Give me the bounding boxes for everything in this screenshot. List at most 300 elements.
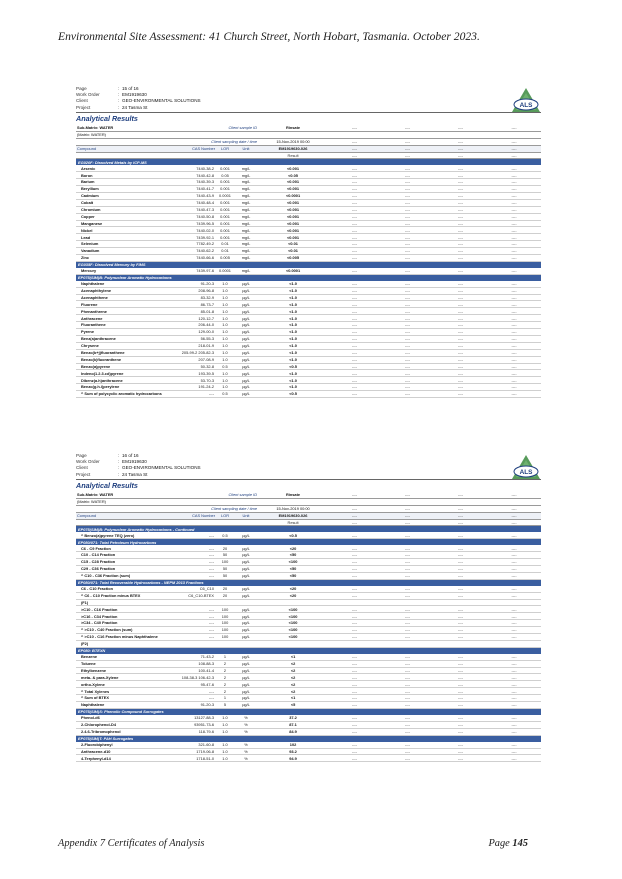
cas-number: 129-00-0 — [171, 329, 216, 336]
unit-value: µg/L — [234, 559, 258, 566]
empty-sample-cell: ---- — [487, 186, 541, 193]
empty-sample-column: ---- — [381, 512, 434, 519]
compound-name: Benzene — [76, 654, 171, 660]
empty-sample-cell: ---- — [487, 532, 541, 538]
lor-value: 1.0 — [216, 370, 234, 377]
empty-sample-column: ---- — [487, 125, 541, 131]
empty-sample-column: ---- — [434, 125, 487, 131]
unit-value: µg/L — [234, 342, 258, 349]
table-row — [76, 322, 541, 329]
sampling-date: 15-Nov-2019 00:00 — [258, 138, 328, 145]
unit-value: % — [234, 728, 258, 735]
result-value: <1.0 — [258, 287, 328, 294]
compound-name: Chromium — [76, 206, 171, 213]
result-value: <0.001 — [258, 220, 328, 227]
empty-sample-cell: ---- — [434, 329, 487, 336]
compound-name: ^ >C10 - C40 Fraction (sum) — [76, 627, 171, 634]
table-row — [76, 728, 541, 735]
compound-name: Nickel — [76, 227, 171, 234]
cas-number: 193-39-5 — [171, 370, 216, 377]
cas-number: 1719-06-8 — [171, 748, 216, 755]
empty-sample-cell: ---- — [328, 193, 381, 200]
result-value: <50 — [258, 552, 328, 559]
empty-sample-cell: ---- — [328, 721, 381, 728]
empty-sample-cell: ---- — [487, 227, 541, 234]
compound-name: Chrysene — [76, 342, 171, 349]
lor-value: 0.05 — [216, 172, 234, 179]
compound-name: Benzo(a)pyrene — [76, 363, 171, 370]
spacer — [76, 519, 258, 526]
empty-sample-cell: ---- — [487, 620, 541, 627]
empty-sample-cell: ---- — [487, 384, 541, 391]
header-value: GEO-ENVIRONMENTAL SOLUTIONS — [122, 465, 201, 471]
lor-value: 1.0 — [216, 728, 234, 735]
empty-sample-cell: ---- — [381, 559, 434, 566]
empty-sample-cell: ---- — [328, 606, 381, 613]
lor-value: 0.0001 — [216, 193, 234, 200]
result-value: <20 — [258, 586, 328, 592]
result-value: 84.9 — [258, 728, 328, 735]
empty-sample-cell: ---- — [434, 165, 487, 171]
sampling-date: 15-Nov-2019 00:00 — [258, 505, 328, 512]
compound-name: C6 - C9 Fraction — [76, 545, 171, 551]
empty-sample-cell: ---- — [487, 559, 541, 566]
empty-sample-cell: ---- — [381, 220, 434, 227]
compound-name: ^ C10 - C36 Fraction (sum) — [76, 572, 171, 579]
unit-value: mg/L — [234, 206, 258, 213]
client-sample-id: Rinsate — [258, 125, 328, 131]
empty-sample-column: ---- — [381, 145, 434, 152]
method-section-title: EP075(SIM)B: Polynuclear Aromatic Hydrocarbons - Continued — [76, 526, 541, 533]
cas-number: 321-60-8 — [171, 742, 216, 748]
empty-sample-cell: ---- — [328, 213, 381, 220]
result-value: <100 — [258, 559, 328, 566]
empty-sample-cell: ---- — [328, 199, 381, 206]
result-value: <1.0 — [258, 315, 328, 322]
results-table — [76, 125, 541, 398]
meta-row-matrix — [76, 131, 541, 138]
compound-name: Phenanthrene — [76, 308, 171, 315]
header-value: 15 of 16 — [122, 86, 139, 91]
empty-sample-cell: ---- — [487, 552, 541, 559]
empty-sample-cell: ---- — [381, 748, 434, 755]
header-colon: : — [118, 465, 120, 471]
table-row — [76, 627, 541, 634]
spacer — [171, 498, 541, 505]
cas-number: 206-44-0 — [171, 322, 216, 329]
empty-sample-cell: ---- — [487, 335, 541, 342]
empty-sample-cell: ---- — [434, 172, 487, 179]
cas-number: 83-32-9 — [171, 294, 216, 301]
unit-value: mg/L — [234, 199, 258, 206]
empty-sample-cell: ---- — [487, 728, 541, 735]
empty-sample-cell: ---- — [487, 572, 541, 579]
lor-value: 1.0 — [216, 755, 234, 762]
empty-sample-cell: ---- — [487, 613, 541, 620]
empty-sample-cell: ---- — [434, 613, 487, 620]
table-row — [76, 572, 541, 579]
compound-name: Benzo(g.h.i)perylene — [76, 384, 171, 391]
cas-number: 7439-97-6 — [171, 268, 216, 274]
unit-value: µg/L — [234, 329, 258, 336]
empty-sample-cell: ---- — [328, 545, 381, 551]
table-row — [76, 566, 541, 573]
result-value: <0.001 — [258, 165, 328, 171]
result-value: 87.1 — [258, 721, 328, 728]
empty-sample-cell — [434, 640, 487, 647]
empty-sample-cell: ---- — [434, 742, 487, 748]
lor-value: 0.001 — [216, 234, 234, 241]
empty-sample-cell: ---- — [434, 248, 487, 255]
unit-value: µg/L — [234, 335, 258, 342]
empty-sample-column: ---- — [328, 152, 381, 159]
cas-number: ---- — [171, 566, 216, 573]
unit-value — [234, 599, 258, 606]
meta-row-sampling — [76, 138, 541, 145]
empty-sample-column: ---- — [487, 492, 541, 498]
cas-number — [171, 640, 216, 647]
unit-value: µg/L — [234, 363, 258, 370]
result-value: <1.0 — [258, 294, 328, 301]
unit-value: mg/L — [234, 255, 258, 262]
result-value: <1.0 — [258, 342, 328, 349]
method-section-title: EP075(SIM)B: Polynuclear Aromatic Hydrocarbons — [76, 274, 541, 281]
empty-sample-cell: ---- — [487, 363, 541, 370]
empty-sample-cell: ---- — [434, 342, 487, 349]
unit-value: µg/L — [234, 660, 258, 667]
unit-value: mg/L — [234, 220, 258, 227]
result-value: <0.001 — [258, 227, 328, 234]
empty-sample-column: ---- — [381, 152, 434, 159]
compound-name: Cobalt — [76, 199, 171, 206]
result-value: <50 — [258, 566, 328, 573]
lor-value: 1.0 — [216, 715, 234, 721]
lor-value: 100 — [216, 606, 234, 613]
cas-header: CAS Number — [171, 145, 216, 152]
empty-sample-cell: ---- — [434, 255, 487, 262]
cas-number: 108-38-3 106-42-3 — [171, 674, 216, 681]
header-value: EM1919630 — [122, 92, 147, 98]
empty-sample-cell: ---- — [381, 742, 434, 748]
result-value: <0.001 — [258, 234, 328, 241]
empty-sample-cell: ---- — [434, 220, 487, 227]
meta-row-columns — [76, 512, 541, 519]
lor-value: 0.5 — [216, 532, 234, 538]
cas-number: 191-24-2 — [171, 384, 216, 391]
unit-value: % — [234, 721, 258, 728]
empty-sample-cell: ---- — [434, 206, 487, 213]
result-value — [258, 640, 328, 647]
spacer — [76, 152, 258, 159]
empty-sample-cell: ---- — [434, 606, 487, 613]
empty-sample-cell: ---- — [434, 532, 487, 538]
header-colon: : — [118, 471, 120, 477]
lor-value: 1.0 — [216, 342, 234, 349]
empty-sample-cell: ---- — [381, 592, 434, 599]
cas-number: 7440-41-7 — [171, 186, 216, 193]
cas-number: 13127-88-3 — [171, 715, 216, 721]
unit-value: µg/L — [234, 294, 258, 301]
result-value: <20 — [258, 592, 328, 599]
compound-name: Indeno(1.2.3.cd)pyrene — [76, 370, 171, 377]
empty-sample-cell — [328, 640, 381, 647]
header-divider — [76, 112, 541, 113]
empty-sample-cell: ---- — [328, 660, 381, 667]
result-value: <1.0 — [258, 384, 328, 391]
empty-sample-cell: ---- — [381, 391, 434, 398]
result-value: <0.001 — [258, 206, 328, 213]
empty-sample-cell: ---- — [328, 572, 381, 579]
empty-sample-cell: ---- — [487, 688, 541, 695]
compound-name: ^ Benzo(a)pyrene TEQ (zero) — [76, 532, 171, 538]
unit-header: Unit — [234, 512, 258, 519]
cas-header: CAS Number — [171, 512, 216, 519]
unit-value: % — [234, 755, 258, 762]
result-value: <0.5 — [258, 363, 328, 370]
empty-sample-cell: ---- — [381, 695, 434, 702]
empty-sample-cell: ---- — [487, 586, 541, 592]
unit-header: Unit — [234, 145, 258, 152]
table-row — [76, 559, 541, 566]
table-row — [76, 755, 541, 762]
empty-sample-column: ---- — [434, 492, 487, 498]
empty-sample-cell: ---- — [328, 742, 381, 748]
empty-sample-column: ---- — [328, 492, 381, 498]
empty-sample-cell: ---- — [328, 301, 381, 308]
empty-sample-column: ---- — [487, 519, 541, 526]
empty-sample-cell: ---- — [487, 179, 541, 186]
cas-number: 7440-42-8 — [171, 172, 216, 179]
client-sample-id-label: Client sample ID — [171, 125, 258, 131]
compound-name: (F1) — [76, 599, 171, 606]
empty-sample-cell: ---- — [328, 702, 381, 709]
unit-value: mg/L — [234, 241, 258, 248]
cas-number: 53-70-3 — [171, 377, 216, 384]
lor-value: 50 — [216, 552, 234, 559]
result-value: <100 — [258, 606, 328, 613]
empty-sample-column: ---- — [381, 138, 434, 145]
cas-number: 7440-62-2 — [171, 248, 216, 255]
empty-sample-cell: ---- — [434, 667, 487, 674]
lor-value: 0.001 — [216, 220, 234, 227]
empty-sample-column: ---- — [434, 512, 487, 519]
cas-number — [171, 599, 216, 606]
lor-value: 2 — [216, 688, 234, 695]
result-value: <0.01 — [258, 248, 328, 255]
header-value: 16 of 16 — [122, 453, 139, 458]
empty-sample-cell: ---- — [381, 213, 434, 220]
empty-sample-cell: ---- — [487, 695, 541, 702]
empty-sample-cell: ---- — [328, 287, 381, 294]
cas-number: 108-88-3 — [171, 660, 216, 667]
empty-sample-cell: ---- — [487, 667, 541, 674]
result-header: Result — [258, 152, 328, 159]
result-value: 94.9 — [258, 755, 328, 762]
unit-value: % — [234, 742, 258, 748]
compound-name: meta- & para-Xylene — [76, 674, 171, 681]
empty-sample-cell: ---- — [487, 255, 541, 262]
lor-value: 50 — [216, 572, 234, 579]
empty-sample-cell: ---- — [381, 349, 434, 356]
empty-sample-cell: ---- — [487, 241, 541, 248]
empty-sample-cell: ---- — [487, 391, 541, 398]
compound-name: Anthracene-d10 — [76, 748, 171, 755]
empty-sample-cell: ---- — [381, 702, 434, 709]
empty-sample-cell: ---- — [328, 281, 381, 287]
empty-sample-cell: ---- — [434, 634, 487, 641]
empty-sample-cell: ---- — [487, 721, 541, 728]
compound-name: C29 - C36 Fraction — [76, 566, 171, 573]
empty-sample-cell: ---- — [381, 755, 434, 762]
empty-sample-cell: ---- — [434, 370, 487, 377]
compound-name: Beryllium — [76, 186, 171, 193]
empty-sample-cell: ---- — [487, 660, 541, 667]
empty-sample-cell: ---- — [434, 755, 487, 762]
empty-sample-cell: ---- — [487, 193, 541, 200]
lor-value: 20 — [216, 545, 234, 551]
empty-sample-cell: ---- — [487, 308, 541, 315]
compound-name: ^ Sum of BTEX — [76, 695, 171, 702]
compound-name: Lead — [76, 234, 171, 241]
empty-sample-cell: ---- — [487, 634, 541, 641]
lor-value — [216, 599, 234, 606]
empty-sample-cell: ---- — [487, 356, 541, 363]
compound-name: Fluoranthene — [76, 322, 171, 329]
empty-sample-cell: ---- — [487, 592, 541, 599]
empty-sample-cell: ---- — [328, 681, 381, 688]
table-row — [76, 227, 541, 234]
result-value: <1.0 — [258, 370, 328, 377]
cas-number: ---- — [171, 695, 216, 702]
empty-sample-cell: ---- — [328, 586, 381, 592]
lor-value: 1.0 — [216, 308, 234, 315]
unit-value: % — [234, 748, 258, 755]
compound-name: ^ Total Xylenes — [76, 688, 171, 695]
unit-value: µg/L — [234, 681, 258, 688]
empty-sample-cell: ---- — [381, 335, 434, 342]
result-value: <1.0 — [258, 356, 328, 363]
lor-value: 100 — [216, 627, 234, 634]
empty-sample-cell: ---- — [328, 592, 381, 599]
empty-sample-cell — [487, 599, 541, 606]
unit-value: µg/L — [234, 627, 258, 634]
empty-sample-cell: ---- — [487, 199, 541, 206]
lor-value: 50 — [216, 566, 234, 573]
empty-sample-column: ---- — [487, 152, 541, 159]
empty-sample-cell: ---- — [328, 268, 381, 274]
cas-number: 1718-51-0 — [171, 755, 216, 762]
empty-sample-cell: ---- — [434, 627, 487, 634]
cas-number: 7440-48-4 — [171, 199, 216, 206]
empty-sample-cell: ---- — [381, 294, 434, 301]
empty-sample-cell: ---- — [328, 255, 381, 262]
lor-header: LOR — [216, 145, 234, 152]
unit-value: µg/L — [234, 592, 258, 599]
empty-sample-cell: ---- — [328, 248, 381, 255]
result-value: <5 — [258, 702, 328, 709]
cas-number: 93951-73-6 — [171, 721, 216, 728]
compound-name: Boron — [76, 172, 171, 179]
empty-sample-cell: ---- — [381, 674, 434, 681]
lor-value: 100 — [216, 559, 234, 566]
compound-name: 2-Chlorophenol-D4 — [76, 721, 171, 728]
empty-sample-cell: ---- — [328, 654, 381, 660]
empty-sample-cell: ---- — [381, 322, 434, 329]
empty-sample-cell: ---- — [328, 363, 381, 370]
empty-sample-column: ---- — [487, 138, 541, 145]
empty-sample-cell: ---- — [381, 370, 434, 377]
result-value: 102 — [258, 742, 328, 748]
compound-name: Dibenz(a.h)anthracene — [76, 377, 171, 384]
table-row — [76, 702, 541, 709]
compound-name: Mercury — [76, 268, 171, 274]
empty-sample-cell: ---- — [328, 329, 381, 336]
empty-sample-cell: ---- — [381, 172, 434, 179]
unit-value: µg/L — [234, 287, 258, 294]
footer-appendix: Appendix 7 Certificates of Analysis — [58, 838, 205, 849]
empty-sample-cell: ---- — [381, 301, 434, 308]
empty-sample-cell: ---- — [328, 370, 381, 377]
header-value: 24 Tasma St — [122, 471, 148, 477]
unit-value: µg/L — [234, 674, 258, 681]
unit-value: µg/L — [234, 356, 258, 363]
table-row — [76, 172, 541, 179]
empty-sample-cell: ---- — [328, 728, 381, 735]
unit-value: mg/L — [234, 268, 258, 274]
unit-value: mg/L — [234, 186, 258, 193]
empty-sample-cell — [381, 599, 434, 606]
lor-value: 1.0 — [216, 329, 234, 336]
header-colon: : — [118, 453, 120, 458]
empty-sample-cell: ---- — [434, 294, 487, 301]
table-row — [76, 294, 541, 301]
table-row — [76, 220, 541, 227]
meta-row-result — [76, 519, 541, 526]
empty-sample-cell: ---- — [381, 241, 434, 248]
empty-sample-cell: ---- — [487, 234, 541, 241]
method-section-title: EG035F: Dissolved Mercury by FIMS — [76, 261, 541, 268]
cas-number: 91-20-3 — [171, 702, 216, 709]
empty-sample-cell: ---- — [328, 377, 381, 384]
lor-value: 0.01 — [216, 241, 234, 248]
empty-sample-cell: ---- — [381, 199, 434, 206]
lor-value: 1 — [216, 654, 234, 660]
unit-value — [234, 640, 258, 647]
header-row-project — [76, 472, 541, 478]
empty-sample-cell: ---- — [381, 281, 434, 287]
header-colon: : — [118, 104, 120, 110]
empty-sample-cell: ---- — [434, 287, 487, 294]
compound-name: Fluorene — [76, 301, 171, 308]
empty-sample-cell: ---- — [487, 545, 541, 551]
empty-sample-cell: ---- — [381, 342, 434, 349]
lor-value: 0.5 — [216, 363, 234, 370]
header-colon: : — [118, 92, 120, 98]
lor-value: 1.0 — [216, 377, 234, 384]
lor-value: 2 — [216, 660, 234, 667]
compound-name: 2-Fluorobiphenyl — [76, 742, 171, 748]
unit-value: mg/L — [234, 248, 258, 255]
empty-sample-cell: ---- — [381, 186, 434, 193]
table-row — [76, 606, 541, 613]
empty-sample-cell: ---- — [487, 702, 541, 709]
empty-sample-column: ---- — [328, 505, 381, 512]
cas-number: ---- — [171, 545, 216, 551]
unit-value: µg/L — [234, 315, 258, 322]
empty-sample-cell: ---- — [381, 308, 434, 315]
table-row — [76, 674, 541, 681]
section-title: Analytical Results — [76, 480, 138, 490]
